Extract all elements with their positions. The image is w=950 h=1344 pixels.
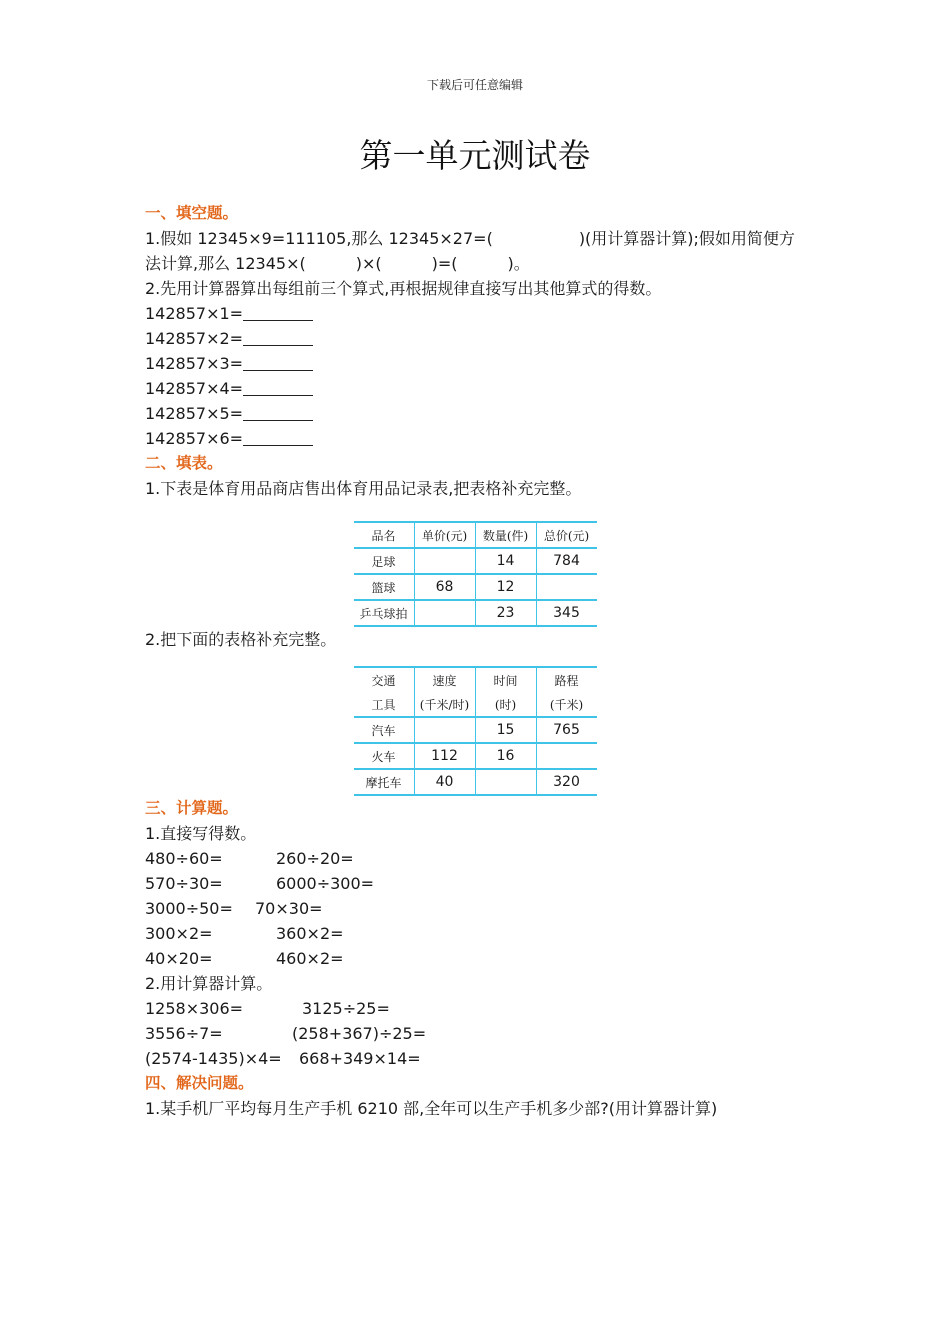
sales-table (354, 521, 597, 627)
table-cell: 篮球 (354, 574, 415, 600)
q1-text-b: )(用计算器计算);假如用简便方 (578, 229, 795, 248)
calc-item: 6000÷300= (276, 874, 375, 893)
expr-line (145, 401, 815, 426)
table-header-cell: (千米) (536, 692, 597, 717)
calc-item: 260÷20= (276, 849, 354, 868)
table-cell (414, 600, 475, 626)
header-note: 下载后可任意编辑 (426, 78, 523, 92)
expr-line (145, 351, 815, 376)
question-1-1-line-2 (145, 251, 815, 276)
table-row (354, 743, 597, 769)
question-4-1: 1.某手机厂平均每月生产手机 6210 部,全年可以生产手机多少部?(用计算器计算) (145, 1099, 718, 1118)
calc-item: 570÷30= (145, 874, 223, 893)
calc-line (145, 1021, 815, 1046)
section-heading-1: 一、填空题。 (145, 204, 239, 222)
table-cell (475, 769, 536, 795)
table-row (354, 600, 597, 626)
q1-text-d: )×( (355, 254, 382, 273)
calc-item: 3000÷50= (145, 899, 233, 918)
calc-line (145, 946, 815, 971)
table-cell: 345 (536, 600, 597, 626)
calc-line (145, 896, 815, 921)
table-row (354, 717, 597, 743)
expr-text: 142857×1= (145, 304, 244, 323)
table-cell: 112 (414, 743, 475, 769)
section-heading-3: 三、计算题。 (145, 799, 239, 817)
table-cell: 12 (475, 574, 536, 600)
table-header-cell: 路程 (536, 667, 597, 692)
expr-text: 142857×3= (145, 354, 244, 373)
expr-text: 142857×5= (145, 404, 244, 423)
calc-line (145, 846, 815, 871)
table-cell: 汽车 (354, 717, 415, 743)
calc-item: 360×2= (276, 924, 344, 943)
calc-item: 480÷60= (145, 849, 223, 868)
table-header-cell: 交通 (354, 667, 415, 692)
table-row (354, 548, 597, 574)
calc-item: 300×2= (145, 924, 213, 943)
calc-item: (258+367)÷25= (292, 1024, 427, 1043)
section-heading-4: 四、解决问题。 (145, 1074, 254, 1092)
answer-underline (243, 428, 313, 446)
calc-line (145, 996, 815, 1021)
table-cell (536, 574, 597, 600)
expr-text: 142857×4= (145, 379, 244, 398)
table-cell: 乒乓球拍 (354, 600, 415, 626)
expr-line (145, 426, 815, 451)
calc-item: 1258×306= (145, 999, 244, 1018)
table-cell: 68 (414, 574, 475, 600)
q1-text-f: )。 (507, 254, 530, 273)
calc-item: 668+349×14= (299, 1049, 421, 1068)
table-header-cell: 总价(元) (536, 522, 597, 548)
table-cell: 23 (475, 600, 536, 626)
calc-item: 70×30= (255, 899, 323, 918)
table-row (354, 574, 597, 600)
table-row (354, 769, 597, 795)
q1-text-c: 法计算,那么 12345×( (145, 254, 306, 273)
question-3-1: 1.直接写得数。 (145, 824, 257, 843)
sales-table-wrap (0, 521, 950, 627)
table-cell: 摩托车 (354, 769, 415, 795)
calc-item: 3125÷25= (302, 999, 390, 1018)
document-body (145, 201, 815, 1121)
calc-line (145, 871, 815, 896)
table-cell (414, 717, 475, 743)
answer-underline (243, 353, 313, 371)
table-header-cell: (千米/时) (414, 692, 475, 717)
calc-line (145, 1046, 815, 1071)
table-cell (536, 743, 597, 769)
transport-table-wrap (0, 666, 950, 796)
table-header-cell: 单价(元) (414, 522, 475, 548)
calc-item: 40×20= (145, 949, 213, 968)
question-1-1-line-1 (145, 226, 815, 251)
table-header-row (354, 522, 597, 548)
answer-underline (243, 378, 313, 396)
table-cell: 火车 (354, 743, 415, 769)
table-cell: 16 (475, 743, 536, 769)
transport-table (354, 666, 597, 796)
expr-text: 142857×2= (145, 329, 244, 348)
table-cell (414, 548, 475, 574)
table-cell: 320 (536, 769, 597, 795)
q1-text-a: 1.假如 12345×9=111105,那么 12345×27=( (145, 229, 493, 248)
page-title: 第一单元测试卷 (359, 136, 591, 175)
section-heading-2: 二、填表。 (145, 454, 223, 472)
table-header-cell: 数量(件) (475, 522, 536, 548)
table-cell: 765 (536, 717, 597, 743)
table-cell: 784 (536, 548, 597, 574)
table-header-row (354, 692, 597, 717)
calc-item: 460×2= (276, 949, 344, 968)
table-cell: 足球 (354, 548, 415, 574)
answer-underline (243, 328, 313, 346)
answer-underline (243, 303, 313, 321)
q1-text-e: )=( (431, 254, 458, 273)
expr-text: 142857×6= (145, 429, 244, 448)
table-cell: 15 (475, 717, 536, 743)
calc-item: (2574-1435)×4= (145, 1049, 282, 1068)
calc-line (145, 921, 815, 946)
table-cell: 14 (475, 548, 536, 574)
table-header-cell: 速度 (414, 667, 475, 692)
expr-line (145, 376, 815, 401)
table-header-cell: 工具 (354, 692, 415, 717)
question-1-2: 2.先用计算器算出每组前三个算式,再根据规律直接写出其他算式的得数。 (145, 279, 662, 298)
question-2-2: 2.把下面的表格补充完整。 (145, 630, 337, 649)
table-header-cell: 品名 (354, 522, 415, 548)
table-cell: 40 (414, 769, 475, 795)
expr-line (145, 326, 815, 351)
table-header-cell: 时间 (475, 667, 536, 692)
calc-item: 3556÷7= (145, 1024, 223, 1043)
question-3-2: 2.用计算器计算。 (145, 974, 273, 993)
table-header-cell: (时) (475, 692, 536, 717)
table-header-row (354, 667, 597, 692)
expr-line (145, 301, 815, 326)
question-2-1: 1.下表是体育用品商店售出体育用品记录表,把表格补充完整。 (145, 479, 582, 498)
answer-underline (243, 403, 313, 421)
